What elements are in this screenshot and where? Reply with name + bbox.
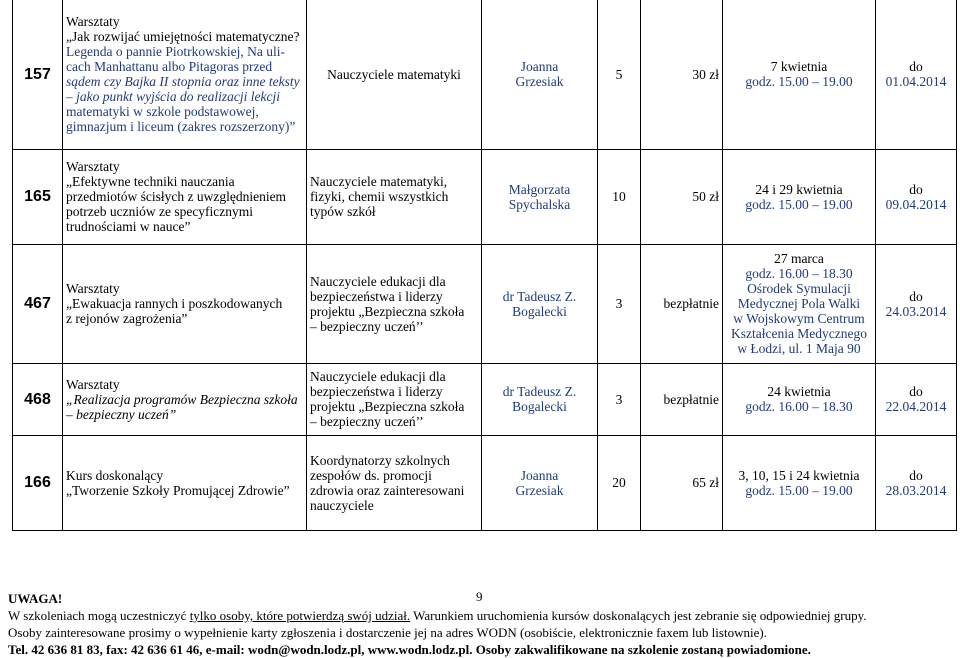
course-audience-line: projektu „Bezpieczna szkoła bbox=[310, 303, 465, 319]
course-date-line: godz. 16.00 – 18.30 bbox=[745, 266, 853, 281]
course-id: 468 bbox=[13, 363, 63, 435]
course-cost: 30 zł bbox=[641, 0, 723, 149]
course-date-line: 27 marca bbox=[774, 251, 824, 266]
course-deadline-line: 09.04.2014 bbox=[885, 196, 947, 212]
course-audience-line: Nauczyciele edukacji dla bbox=[310, 273, 446, 289]
course-leader-line: dr Tadeusz Z. bbox=[502, 288, 577, 304]
course-deadline-line: do bbox=[909, 288, 923, 304]
course-id: 157 bbox=[13, 0, 63, 149]
contact-line: Tel. 42 636 81 83, fax: 42 636 61 46, e-mail: wodn@wodn.lodz.pl, www.wodn.lodz.pl. Osoby zakwalifikowane na szkolenie zostaną powiadomione. bbox=[8, 642, 811, 657]
course-audience-line: bezpieczeństwa i liderzy bbox=[310, 288, 443, 304]
course-audience bbox=[307, 244, 482, 363]
course-title bbox=[63, 244, 307, 363]
course-leader-line: Bogalecki bbox=[512, 303, 567, 319]
course-audience-line: Koordynatorzy szkolnych bbox=[310, 452, 450, 468]
course-dates bbox=[723, 0, 876, 149]
course-hours: 10 bbox=[598, 149, 641, 244]
course-leader-line: Grzesiak bbox=[515, 74, 564, 90]
course-cost: 50 zł bbox=[641, 149, 723, 244]
course-audience-line: Nauczyciele matematyki, bbox=[310, 174, 448, 189]
course-audience-line: bezpieczeństwa i liderzy bbox=[310, 384, 443, 399]
course-date-line: godz. 15.00 – 19.00 bbox=[745, 482, 853, 498]
course-audience-line: projektu „Bezpieczna szkoła bbox=[310, 399, 465, 414]
course-audience-line: zespołów ds. promocji bbox=[310, 467, 432, 483]
course-deadline bbox=[876, 149, 957, 244]
courses-table-body bbox=[13, 0, 957, 530]
course-title-line: potrzeb uczniów ze specyficznymi bbox=[66, 204, 254, 219]
course-id: 165 bbox=[13, 149, 63, 244]
course-title bbox=[63, 0, 307, 149]
course-deadline-line: 24.03.2014 bbox=[885, 303, 947, 319]
course-date-line: w Wojskowym Centrum bbox=[733, 311, 865, 326]
course-audience bbox=[307, 149, 482, 244]
course-title-line: „Ewakuacja rannych i poszkodowanych bbox=[66, 296, 283, 311]
course-deadline-line: do bbox=[909, 59, 923, 75]
course-deadline-line: do bbox=[909, 384, 923, 399]
course-hours: 3 bbox=[598, 363, 641, 435]
course-title-line: cach Manhattanu albo Pitagoras przed bbox=[66, 59, 273, 75]
course-date-line: Ośrodek Symulacji bbox=[747, 281, 851, 296]
course-dates bbox=[723, 363, 876, 435]
course-leader-line: dr Tadeusz Z. bbox=[502, 384, 577, 399]
course-title bbox=[63, 149, 307, 244]
course-leader-line: Joanna bbox=[520, 467, 559, 483]
course-deadline bbox=[876, 435, 957, 530]
course-deadline-line: do bbox=[909, 467, 923, 483]
course-deadline bbox=[876, 363, 957, 435]
course-date-line: 24 kwietnia bbox=[767, 384, 831, 399]
table-row bbox=[13, 244, 957, 363]
course-audience bbox=[307, 363, 482, 435]
course-date-line: 24 i 29 kwietnia bbox=[755, 181, 843, 197]
course-title-line: Warsztaty bbox=[66, 281, 120, 296]
table-row bbox=[13, 0, 957, 149]
course-title-line: sądem czy Bajka II stopnia oraz inne teksty bbox=[66, 74, 300, 90]
course-audience-line: typów szkół bbox=[310, 204, 376, 219]
table-row bbox=[13, 363, 957, 435]
course-title-line: „Realizacja programów Bezpieczna szkoła bbox=[66, 391, 298, 407]
course-audience-line: nauczyciele bbox=[310, 497, 374, 513]
course-cost: 65 zł bbox=[641, 435, 723, 530]
page-number: 9 bbox=[476, 589, 483, 604]
course-dates bbox=[723, 149, 876, 244]
course-title-line: Warsztaty bbox=[66, 14, 120, 30]
course-cost: bezpłatnie bbox=[641, 363, 723, 435]
course-title-line: „Tworzenie Szkoły Promującej Zdrowie” bbox=[66, 482, 290, 498]
course-date-line: Medycznej Pola Walki bbox=[737, 296, 861, 311]
course-audience-line: – bezpieczny uczeń’’ bbox=[310, 318, 424, 334]
course-leader bbox=[482, 0, 598, 149]
course-date-line: 3, 10, 15 i 24 kwietnia bbox=[738, 467, 860, 483]
course-date-line: godz. 15.00 – 19.00 bbox=[745, 196, 853, 212]
course-leader bbox=[482, 435, 598, 530]
course-title-line: „Jak rozwijać umiejętności matematyczne? bbox=[66, 29, 300, 45]
course-hours: 20 bbox=[598, 435, 641, 530]
course-deadline bbox=[876, 0, 957, 149]
course-deadline bbox=[876, 244, 957, 363]
course-hours: 3 bbox=[598, 244, 641, 363]
table-row bbox=[13, 435, 957, 530]
note-participation: W szkoleniach mogą uczestniczyć tylko osoby, które potwierdzą swój udział. Warunkiem uruchomienia kursów doskonalących jest zebranie się odpowiedniej grupy. bbox=[8, 608, 867, 623]
course-date-line: godz. 15.00 – 19.00 bbox=[745, 74, 853, 90]
course-leader-line: Spychalska bbox=[508, 196, 571, 212]
course-title-line: matematyki w szkole podstawowej, bbox=[66, 104, 259, 120]
course-title-line: „Efektywne techniki nauczania bbox=[66, 174, 235, 189]
course-cost: bezpłatnie bbox=[641, 244, 723, 363]
course-title-line: z rejonów zagrożenia” bbox=[66, 311, 188, 326]
course-audience-line: Nauczyciele matematyki bbox=[327, 66, 461, 82]
course-title bbox=[63, 435, 307, 530]
course-audience-line: – bezpieczny uczeń’’ bbox=[310, 414, 424, 429]
course-title-line: przedmiotów ścisłych z uwzględnieniem bbox=[66, 189, 287, 204]
note-participation-underlined: tylko osoby, które potwierdzą swój udział. bbox=[189, 608, 411, 623]
course-id: 467 bbox=[13, 244, 63, 363]
course-date-line: 7 kwietnia bbox=[770, 59, 828, 75]
course-leader-line: Grzesiak bbox=[515, 482, 564, 498]
course-title-line: Warsztaty bbox=[66, 159, 120, 174]
course-audience-line: fizyki, chemii wszystkich bbox=[310, 189, 449, 204]
course-leader-line: Bogalecki bbox=[512, 399, 567, 414]
course-hours: 5 bbox=[598, 0, 641, 149]
course-deadline-line: do bbox=[909, 181, 923, 197]
course-dates bbox=[723, 435, 876, 530]
course-title-line: Warsztaty bbox=[66, 376, 120, 392]
course-leader bbox=[482, 149, 598, 244]
course-audience bbox=[307, 435, 482, 530]
warning-label: UWAGA! bbox=[8, 591, 63, 606]
course-deadline-line: 01.04.2014 bbox=[885, 74, 947, 90]
course-leader bbox=[482, 363, 598, 435]
course-title-line: gimnazjum i liceum (zakres rozszerzony)” bbox=[66, 119, 296, 135]
course-leader bbox=[482, 244, 598, 363]
course-date-line: w Łodzi, ul. 1 Maja 90 bbox=[737, 341, 861, 356]
course-leader-line: Małgorzata bbox=[508, 181, 571, 197]
footer-notes bbox=[8, 590, 958, 658]
course-audience-line: Nauczyciele edukacji dla bbox=[310, 369, 446, 384]
course-title bbox=[63, 363, 307, 435]
note-application: Osoby zainteresowane prosimy o wypełnienie karty zgłoszenia i dostarczenie jej na adres WODN (osobiście, elektronicznie faxem lub listownie). bbox=[8, 625, 767, 640]
course-title-line: – bezpieczny uczeń” bbox=[66, 406, 177, 422]
course-title-line: Kurs doskonalący bbox=[66, 467, 164, 483]
course-title-line: – jako punkt wyjścia do realizacji lekcji bbox=[66, 89, 280, 105]
course-leader-line: Joanna bbox=[520, 59, 559, 75]
table-row bbox=[13, 149, 957, 244]
course-id: 166 bbox=[13, 435, 63, 530]
course-dates bbox=[723, 244, 876, 363]
course-title-line: Legenda o pannie Piotrkowskiej, Na uli- bbox=[66, 44, 285, 60]
course-deadline-line: 28.03.2014 bbox=[885, 482, 947, 498]
course-title-line: trudnościami w nauce” bbox=[66, 219, 191, 234]
course-date-line: godz. 16.00 – 18.30 bbox=[745, 399, 853, 414]
course-deadline-line: 22.04.2014 bbox=[885, 399, 947, 414]
courses-table bbox=[12, 0, 957, 531]
course-audience bbox=[307, 0, 482, 149]
course-audience-line: zdrowia oraz zainteresowani bbox=[310, 482, 465, 498]
course-date-line: Kształcenia Medycznego bbox=[730, 326, 868, 341]
